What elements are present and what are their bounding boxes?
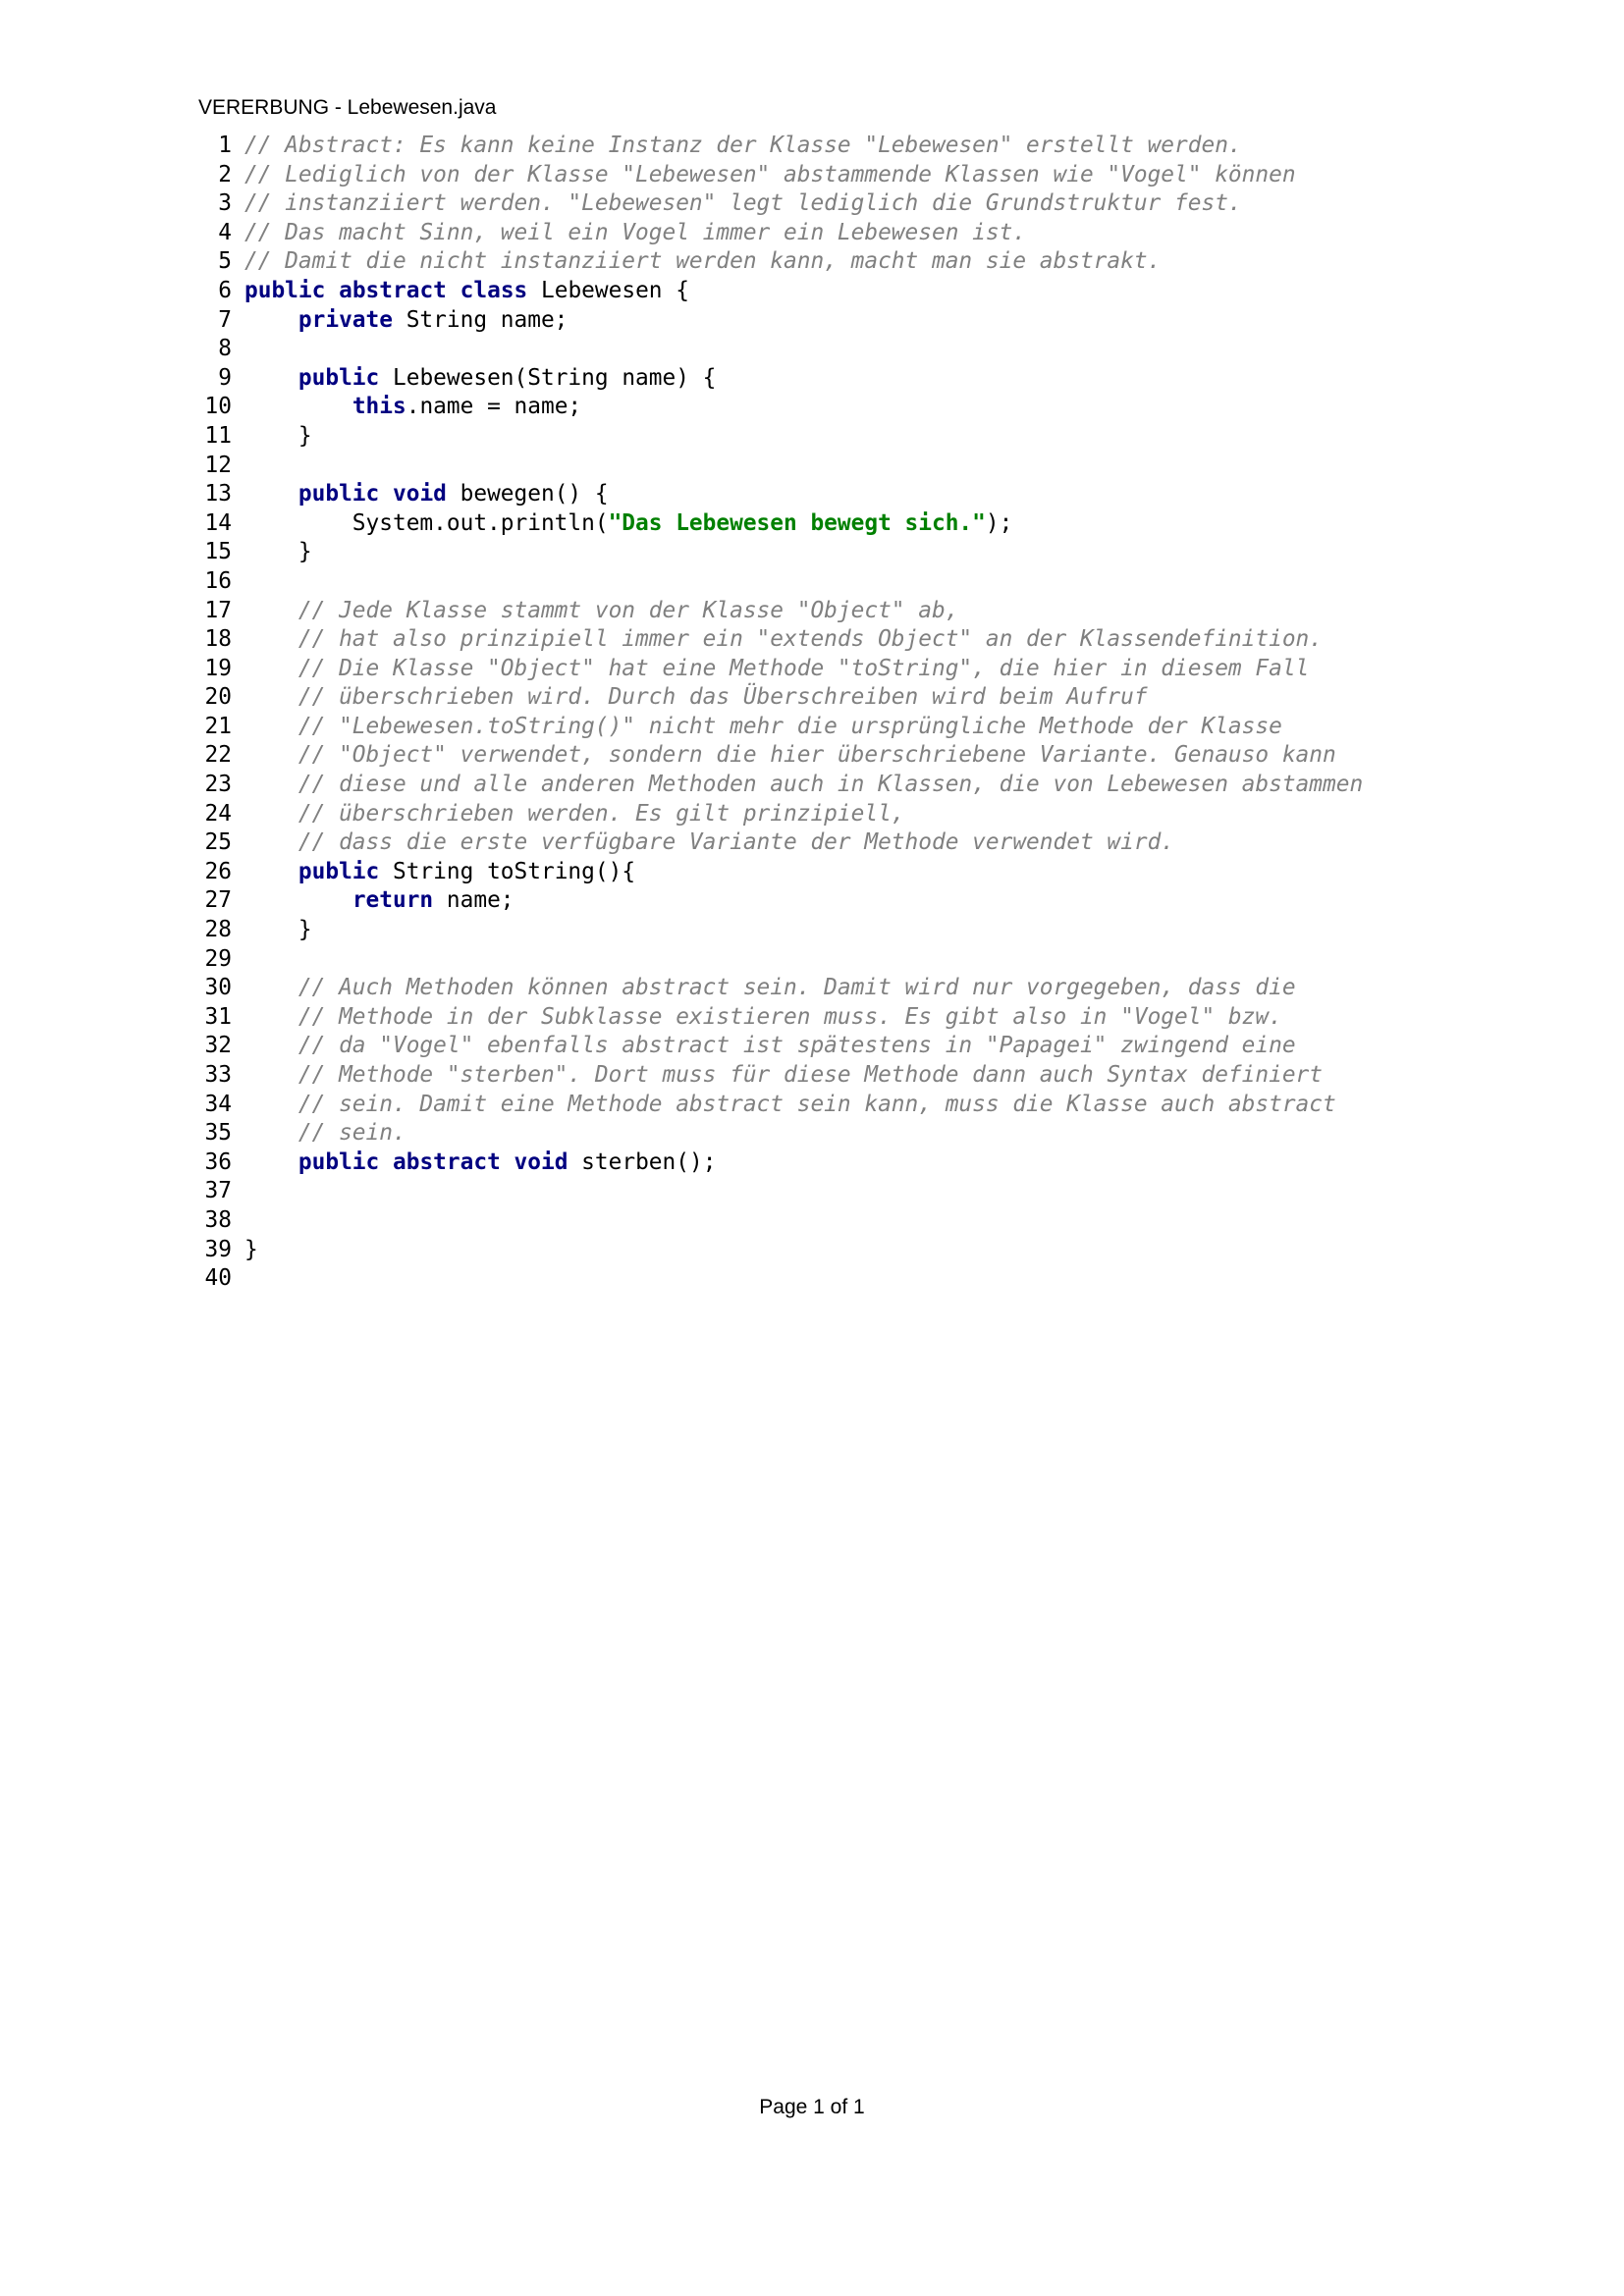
line-number: 12 [204, 452, 232, 478]
line-number: 33 [204, 1062, 232, 1088]
line-number: 26 [204, 858, 232, 884]
code-keyword: class [460, 277, 528, 303]
line-code [244, 480, 609, 509]
line-number: 5 [218, 248, 232, 275]
line-number: 6 [218, 277, 232, 303]
line-number: 18 [204, 626, 232, 653]
code-line [192, 393, 1363, 422]
code-comment: // "Lebewesen.toString()" nicht mehr die ursprüngliche Methode der Klasse [298, 713, 1282, 739]
code-line [192, 219, 1363, 248]
line-number: 37 [204, 1178, 232, 1204]
code-text: Lebewesen(String name) { [379, 364, 717, 391]
code-text [244, 975, 298, 1000]
code-line [192, 132, 1363, 161]
code-text [325, 278, 339, 303]
code-line [192, 335, 1363, 364]
code-keyword: void [393, 481, 447, 507]
line-code [244, 509, 1012, 539]
code-text: System.out.println( [244, 509, 609, 536]
code-line [192, 538, 1363, 567]
line-code [244, 247, 1161, 277]
code-line [192, 1119, 1363, 1148]
code-text [244, 1062, 298, 1088]
code-text [244, 598, 298, 623]
line-code [244, 277, 689, 306]
line-code [244, 161, 1296, 190]
code-text [244, 656, 298, 681]
code-line [192, 655, 1363, 684]
code-line [192, 858, 1363, 887]
line-code [244, 974, 1296, 1003]
code-comment: // diese und alle anderen Methoden auch in Klassen, die von Lebewesen abstammen [298, 772, 1364, 798]
document-title: VERERBUNG - Lebewesen.java [198, 96, 497, 119]
line-code [244, 189, 1242, 219]
code-line [192, 741, 1363, 771]
line-number: 10 [204, 394, 232, 420]
line-number: 15 [204, 539, 232, 565]
code-line [192, 1091, 1363, 1120]
code-text: sterben(); [568, 1148, 717, 1175]
line-code [244, 800, 905, 829]
line-number: 16 [204, 567, 232, 594]
line-number: 1 [218, 133, 232, 158]
code-text: .name = name; [406, 394, 582, 420]
line-code [244, 1236, 258, 1265]
line-number: 14 [204, 509, 232, 536]
line-number: 8 [218, 336, 232, 362]
line-number: 7 [218, 306, 232, 333]
line-number: 11 [204, 422, 232, 449]
code-line [192, 713, 1363, 742]
code-keyword: void [514, 1148, 568, 1175]
line-number: 3 [218, 190, 232, 217]
line-number: 28 [204, 917, 232, 943]
code-text [244, 1120, 298, 1146]
code-text [244, 626, 298, 652]
line-number: 21 [204, 713, 232, 739]
line-code [244, 713, 1282, 742]
line-code [244, 1148, 716, 1178]
line-code [244, 886, 514, 916]
line-code [244, 1119, 406, 1148]
line-number: 4 [218, 219, 232, 245]
code-comment: // überschrieben wird. Durch das Überschreiben wird beim Aufruf [298, 684, 1148, 711]
line-code [244, 538, 312, 567]
code-text: } [244, 422, 312, 449]
line-number: 35 [204, 1120, 232, 1147]
code-text [244, 481, 298, 507]
line-code [244, 828, 1174, 858]
code-keyword: public [298, 481, 380, 507]
code-text: } [244, 917, 312, 943]
code-comment: // dass die erste verfügbare Variante der Methode verwendet wird. [298, 829, 1175, 856]
line-number: 38 [204, 1206, 232, 1233]
code-comment: // Das macht Sinn, weil ein Vogel immer ein Lebewesen ist. [244, 219, 1027, 245]
code-keyword: public [298, 858, 380, 884]
code-line [192, 771, 1363, 800]
line-code [244, 597, 958, 626]
code-line [192, 683, 1363, 713]
code-text [244, 859, 298, 884]
code-line [192, 364, 1363, 394]
code-text: } [244, 1236, 258, 1262]
code-line [192, 509, 1363, 539]
code-text [244, 1149, 298, 1175]
code-keyword: abstract [393, 1148, 501, 1175]
code-text [244, 394, 352, 419]
line-code [244, 683, 1148, 713]
code-line [192, 1003, 1363, 1033]
line-number: 34 [204, 1091, 232, 1117]
line-number: 29 [204, 945, 232, 972]
code-text [244, 1092, 298, 1117]
line-code [244, 364, 716, 394]
code-comment: // Jede Klasse stammt von der Klasse "Object" ab, [298, 597, 959, 623]
code-text [244, 714, 298, 739]
code-line [192, 1061, 1363, 1091]
code-line [192, 189, 1363, 219]
code-text [379, 1149, 393, 1175]
code-string: "Das Lebewesen bewegt sich." [608, 509, 986, 536]
line-number: 39 [204, 1236, 232, 1262]
code-text [447, 278, 460, 303]
line-number: 24 [204, 800, 232, 827]
code-line [192, 422, 1363, 452]
code-text [501, 1149, 514, 1175]
code-comment: // "Object" verwendet, sondern die hier überschriebene Variante. Genauso kann [298, 742, 1336, 769]
line-number: 20 [204, 684, 232, 711]
line-number: 23 [204, 772, 232, 798]
line-code [244, 741, 1336, 771]
code-line [192, 800, 1363, 829]
code-line [192, 1264, 1363, 1294]
code-text [244, 684, 298, 710]
code-comment: // Auch Methoden können abstract sein. Damit wird nur vorgegeben, dass die [298, 975, 1296, 1001]
code-text: String name; [392, 306, 568, 333]
code-line [192, 1177, 1363, 1206]
code-text: Lebewesen { [527, 277, 689, 303]
line-code [244, 771, 1363, 800]
code-keyword: private [298, 306, 393, 333]
line-number: 2 [218, 161, 232, 187]
code-text [379, 481, 393, 507]
code-comment: // Lediglich von der Klasse "Lebewesen" abstammende Klassen wie "Vogel" können [244, 161, 1296, 187]
code-keyword: return [352, 887, 434, 914]
code-line [192, 306, 1363, 336]
line-number: 40 [204, 1265, 232, 1292]
line-number: 22 [204, 742, 232, 769]
code-text [244, 887, 352, 913]
line-code [244, 1091, 1336, 1120]
code-comment: // hat also prinzipiell immer ein "extends Object" an der Klassendefinition. [298, 626, 1323, 653]
code-keyword: this [352, 394, 406, 420]
code-comment: // Methode in der Subklasse existieren muss. Es gibt also in "Vogel" bzw. [298, 1003, 1282, 1030]
line-number: 30 [204, 975, 232, 1001]
code-text: bewegen() { [446, 481, 609, 507]
code-comment: // sein. [298, 1120, 406, 1147]
line-code [244, 306, 568, 336]
code-line [192, 1206, 1363, 1236]
code-line [192, 1032, 1363, 1061]
code-line [192, 567, 1363, 597]
code-text: String toString(){ [379, 858, 636, 884]
code-text [244, 772, 298, 797]
code-comment: // da "Vogel" ebenfalls abstract ist spätestens in "Papagei" zwingend eine [298, 1033, 1296, 1059]
code-line [192, 277, 1363, 306]
code-line [192, 886, 1363, 916]
line-code [244, 1032, 1296, 1061]
code-text [244, 742, 298, 768]
line-number: 25 [204, 829, 232, 856]
line-code [244, 625, 1323, 655]
line-number: 27 [204, 887, 232, 914]
code-comment: // Methode "sterben". Dort muss für diese Methode dann auch Syntax definiert [298, 1062, 1323, 1088]
page-number: Page 1 of 1 [759, 2096, 865, 2118]
code-text [244, 801, 298, 827]
line-number: 19 [204, 655, 232, 681]
code-line [192, 1148, 1363, 1178]
code-comment: // Die Klasse "Object" hat eine Methode "toString", die hier in diesem Fall [298, 655, 1310, 681]
code-text: ); [985, 509, 1013, 536]
code-comment: // Damit die nicht instanziiert werden kann, macht man sie abstrakt. [244, 248, 1162, 275]
code-text: name; [433, 887, 514, 914]
code-comment: // sein. Damit eine Methode abstract sein kann, muss die Klasse auch abstract [298, 1091, 1336, 1117]
code-line [192, 597, 1363, 626]
line-code [244, 422, 312, 452]
code-line [192, 916, 1363, 945]
line-code [244, 1003, 1282, 1033]
line-code [244, 916, 312, 945]
code-line [192, 247, 1363, 277]
line-code [244, 1061, 1323, 1091]
code-listing [192, 132, 1363, 1294]
line-number: 36 [204, 1148, 232, 1175]
code-keyword: public [298, 364, 380, 391]
line-number: 13 [204, 481, 232, 507]
code-line [192, 625, 1363, 655]
code-comment: // überschrieben werden. Es gilt prinzipiell, [298, 800, 905, 827]
line-number: 17 [204, 597, 232, 623]
code-line [192, 480, 1363, 509]
line-code [244, 393, 581, 422]
code-line [192, 974, 1363, 1003]
code-text [244, 307, 298, 333]
line-code [244, 655, 1309, 684]
code-line [192, 452, 1363, 481]
code-keyword: public [244, 277, 326, 303]
line-number: 31 [204, 1003, 232, 1030]
code-comment: // instanziiert werden. "Lebewesen" legt lediglich die Grundstruktur fest. [244, 190, 1242, 217]
code-line [192, 828, 1363, 858]
code-text: } [244, 539, 312, 565]
line-number: 32 [204, 1033, 232, 1059]
code-comment: // Abstract: Es kann keine Instanz der Klasse "Lebewesen" erstellt werden. [244, 133, 1242, 158]
code-line [192, 945, 1363, 975]
line-code [244, 858, 635, 887]
code-line [192, 161, 1363, 190]
code-keyword: public [298, 1148, 380, 1175]
line-code [244, 132, 1242, 161]
code-text [244, 829, 298, 855]
code-text [244, 1033, 298, 1058]
line-number: 9 [218, 364, 232, 391]
line-code [244, 219, 1026, 248]
code-text [244, 1004, 298, 1030]
code-text [244, 365, 298, 391]
code-line [192, 1236, 1363, 1265]
code-keyword: abstract [339, 277, 447, 303]
